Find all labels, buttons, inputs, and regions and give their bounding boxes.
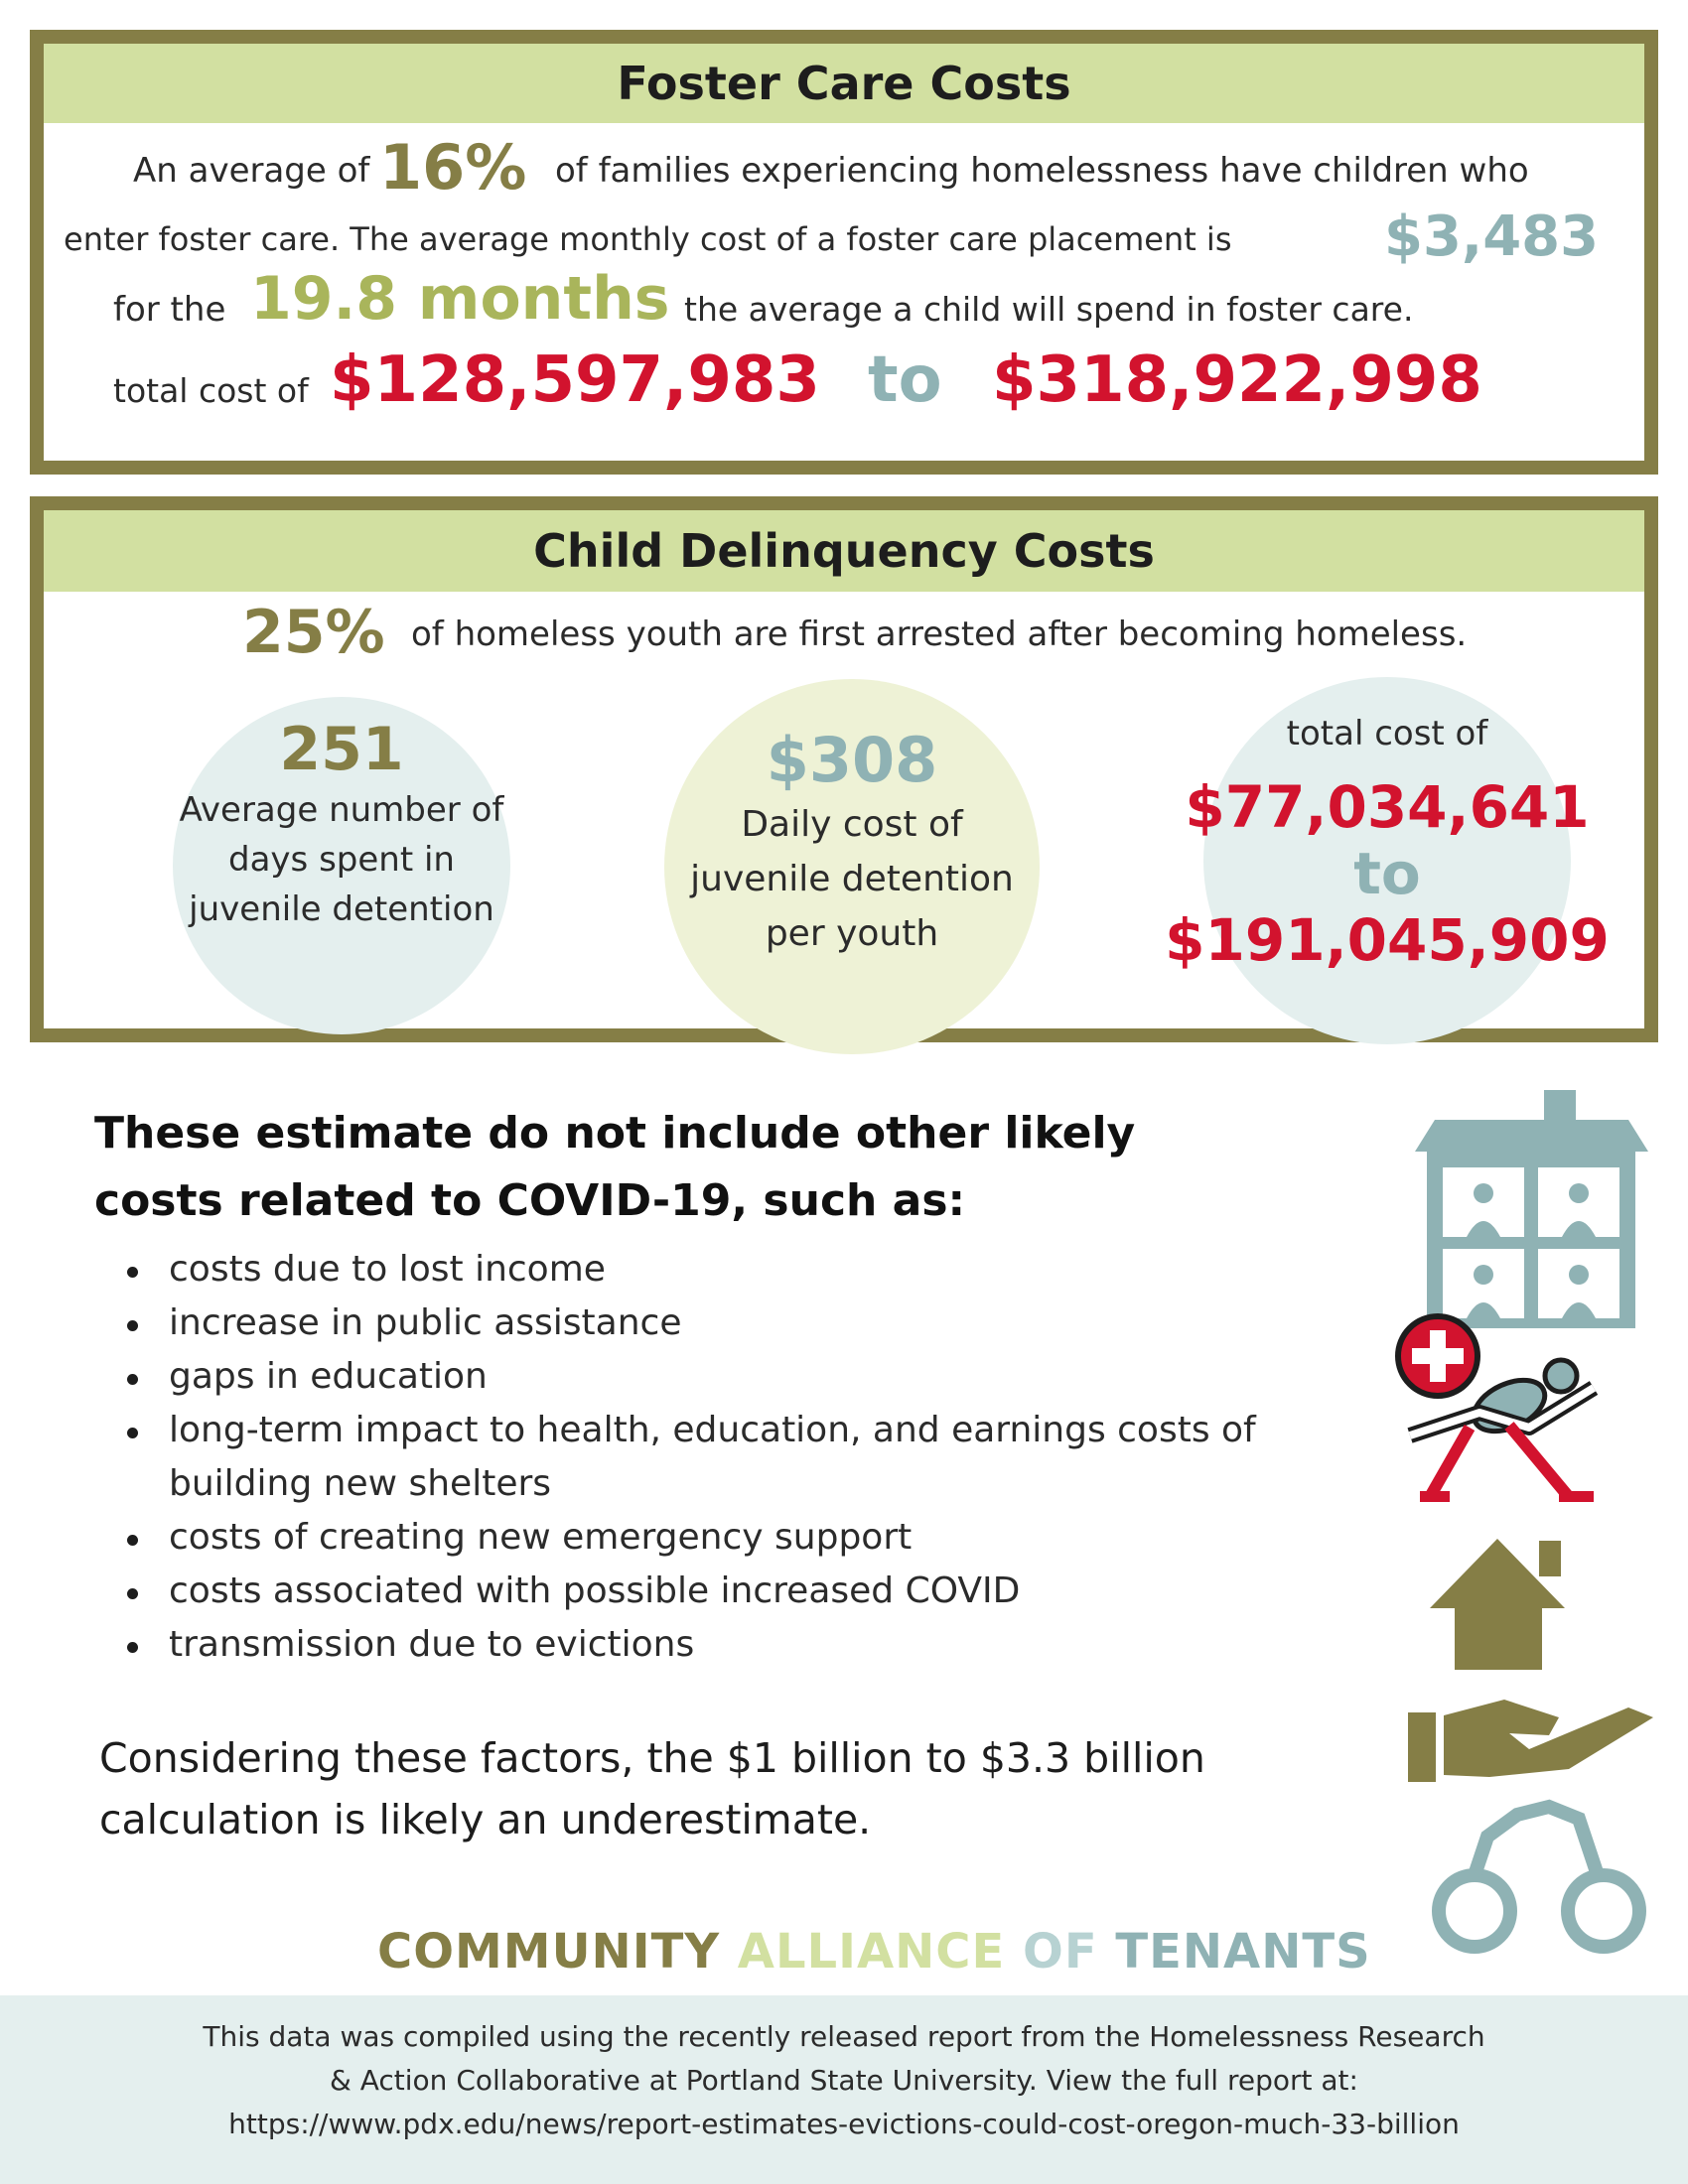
handcuffs-icon — [1420, 1777, 1653, 1961]
foster-care-panel — [30, 30, 1658, 475]
list-item: gaps in education — [119, 1350, 1256, 1404]
foster-care-title: Foster Care Costs — [44, 44, 1644, 123]
delinquency-title: Child Delinquency Costs — [44, 510, 1644, 592]
estimates-heading-line2: costs related to COVID-19, such as: — [94, 1175, 966, 1226]
brand-word-tenants: TENANTS — [1115, 1924, 1371, 1979]
brand-word-community: COMMUNITY — [377, 1924, 721, 1979]
list-item-text: long-term impact to health, education, and earnings costs of — [169, 1410, 1256, 1450]
daily-cost-label-3: per youth — [765, 913, 939, 954]
brand-word-of: OF — [1023, 1924, 1098, 1979]
daily-cost-value: $308 — [766, 724, 938, 796]
brand-word-alliance: ALLIANCE — [737, 1924, 1006, 1979]
days-label-2: days spent in — [228, 840, 455, 880]
house-in-hand-icon — [1400, 1539, 1658, 1782]
delinquency-total-stat — [1144, 709, 1630, 975]
estimates-heading-line1: These estimate do not include other likely — [94, 1108, 1136, 1159]
daily-cost-label-2: juvenile detention — [690, 859, 1014, 899]
foster-monthly-cost: $3,483 — [1384, 205, 1600, 269]
daily-cost-label-1: Daily cost of — [741, 804, 963, 845]
delinquency-total-to: to — [1353, 840, 1421, 907]
conclusion-line2: calculation is likely an underestimate. — [99, 1796, 872, 1843]
conclusion — [99, 1727, 1205, 1850]
foster-line1-start: An average of — [133, 151, 370, 191]
list-item: costs due to lost income — [119, 1243, 1256, 1297]
estimates-heading — [94, 1100, 1135, 1235]
days-value: 251 — [279, 715, 404, 784]
apartment-building-icon — [1415, 1090, 1648, 1328]
footer-line2: & Action Collaborative at Portland State University. View the full report at: — [330, 2064, 1358, 2097]
estimates-bullet-list — [119, 1243, 1256, 1672]
delinquency-percent: 25% — [242, 598, 385, 667]
list-item: increase in public assistance — [119, 1297, 1256, 1350]
foster-line2: enter foster care. The average monthly cost of a foster care placement is — [64, 220, 1232, 258]
foster-total-high: $318,922,998 — [992, 343, 1482, 417]
conclusion-line1: Considering these factors, the $1 billion to $3.3 billion — [99, 1734, 1205, 1782]
list-item-text-continued: building new shelters — [169, 1463, 552, 1504]
brand-logo — [377, 1924, 1371, 1979]
delinquency-total-high: $191,045,909 — [1165, 906, 1610, 974]
delinquency-total-label: total cost of — [1286, 714, 1488, 753]
list-item: costs associated with possible increased COVID — [119, 1565, 1256, 1618]
foster-line3-start: for the — [113, 290, 226, 330]
foster-total-to: to — [868, 343, 942, 417]
foster-line1-end: of families experiencing homelessness have children who — [555, 151, 1529, 191]
delinquency-total-low: $77,034,641 — [1185, 773, 1590, 841]
foster-line3-end: the average a child will spend in foster care. — [684, 290, 1414, 329]
list-item: transmission due to evictions — [119, 1618, 1256, 1672]
hospital-bed-icon — [1390, 1308, 1614, 1502]
footer-line1: This data was compiled using the recently released report from the Homelessness Research — [203, 2020, 1485, 2053]
footer-url[interactable]: https://www.pdx.edu/news/report-estimates-evictions-could-cost-oregon-much-33-billion — [228, 2108, 1460, 2140]
days-label-1: Average number of — [179, 790, 504, 830]
days-label-3: juvenile detention — [189, 889, 494, 929]
foster-percent: 16% — [379, 131, 527, 204]
delinquency-panel — [30, 496, 1658, 1042]
list-item — [119, 1404, 1256, 1511]
days-stat — [143, 714, 540, 934]
foster-months: 19.8 months — [250, 264, 670, 334]
foster-total-label: total cost of — [113, 371, 309, 410]
daily-cost-stat — [653, 724, 1051, 961]
list-item: costs of creating new emergency support — [119, 1511, 1256, 1565]
footer — [0, 1995, 1688, 2184]
foster-total-low: $128,597,983 — [330, 343, 820, 417]
delinquency-line: of homeless youth are first arrested after becoming homeless. — [411, 614, 1468, 654]
